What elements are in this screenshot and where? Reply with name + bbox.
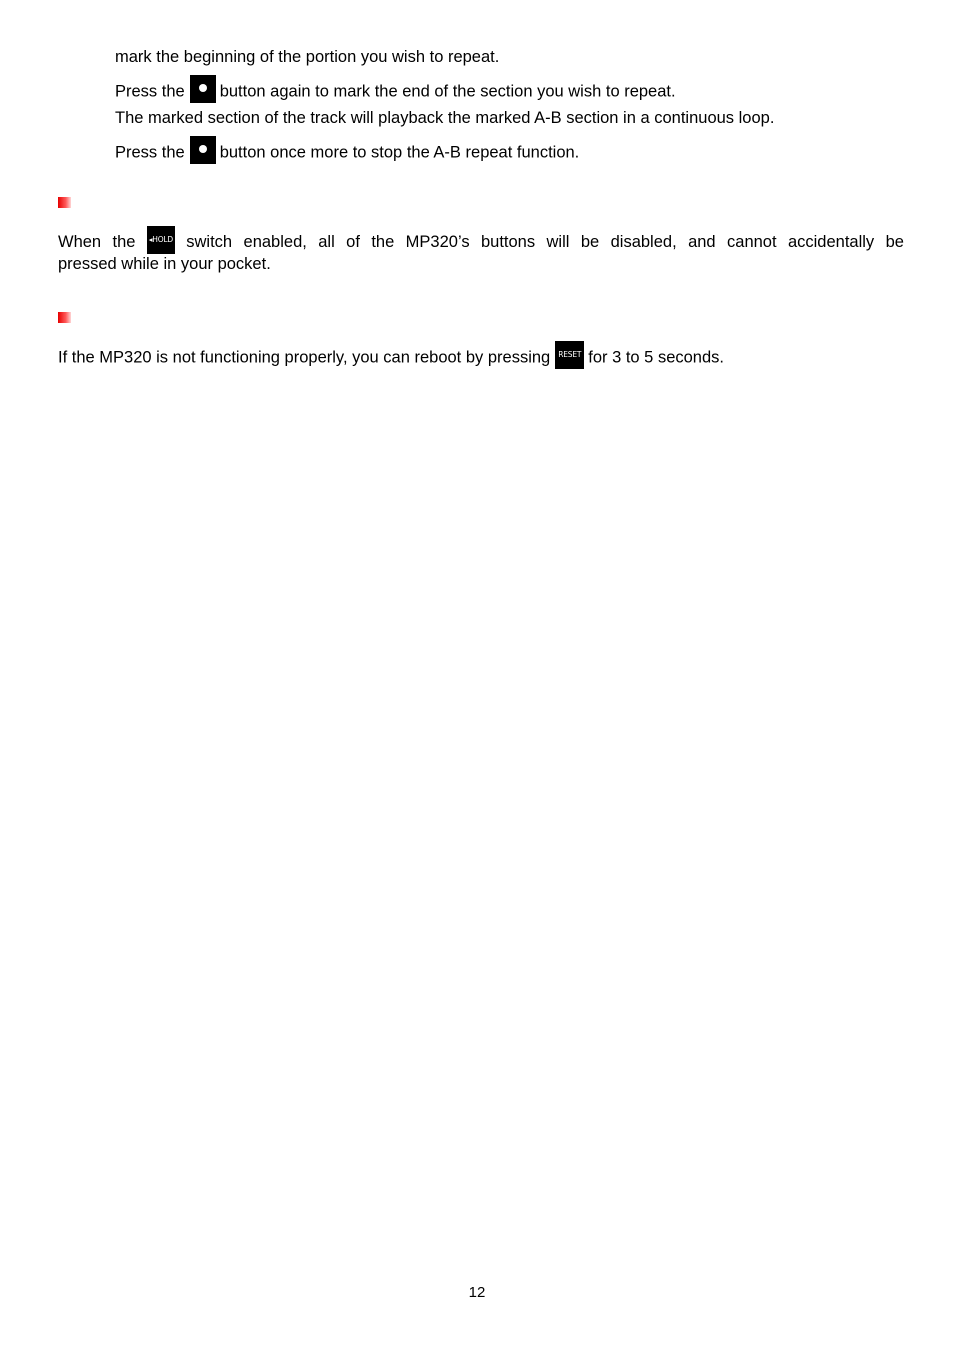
step-loop-playback: The marked section of the track will playback the marked A-B section in a continuous loop. — [115, 109, 775, 127]
hold-word: of — [346, 233, 360, 251]
reset-text: for 3 to 5 seconds. — [588, 348, 724, 367]
hold-word: disabled, — [610, 233, 677, 251]
reset-paragraph — [58, 344, 724, 372]
step-mark-end — [115, 78, 676, 106]
hold-word: accidentally — [787, 233, 875, 251]
hold-word: be — [580, 233, 600, 251]
hold-switch-icon: ◂HOLD — [147, 226, 175, 254]
hold-paragraph-line1 — [58, 228, 904, 256]
record-button-icon — [190, 75, 216, 103]
hold-word: MP320’s — [405, 233, 470, 251]
hold-word: When — [58, 233, 102, 251]
hold-word: and — [688, 233, 716, 251]
hold-word: will — [546, 233, 570, 251]
page-number: 12 — [468, 1284, 486, 1301]
step-text: button once more to stop the A-B repeat function. — [219, 143, 580, 162]
hold-paragraph-line2: pressed while in your pocket. — [58, 255, 271, 273]
step-text: Press the — [115, 82, 185, 101]
hold-word: the — [371, 233, 395, 251]
hold-word: cannot — [727, 233, 777, 251]
step-text: button again to mark the end of the section you wish to repeat. — [219, 82, 676, 101]
reset-text: If the MP320 is not functioning properly, you can reboot by pressing — [58, 348, 551, 367]
step-text: Press the — [115, 143, 185, 162]
section-bullet-icon — [58, 197, 71, 208]
hold-word: enabled, — [243, 233, 307, 251]
section-bullet-icon — [58, 312, 71, 323]
hold-word: switch — [186, 233, 233, 251]
reset-button-icon: RESET — [555, 341, 584, 369]
step-mark-beginning: mark the beginning of the portion you wish to repeat. — [115, 48, 500, 66]
record-button-icon — [190, 136, 216, 164]
step-stop-repeat — [115, 139, 579, 167]
hold-word: the — [112, 233, 136, 251]
hold-word: be — [885, 233, 904, 251]
hold-word: buttons — [480, 233, 536, 251]
hold-word: all — [318, 233, 335, 251]
